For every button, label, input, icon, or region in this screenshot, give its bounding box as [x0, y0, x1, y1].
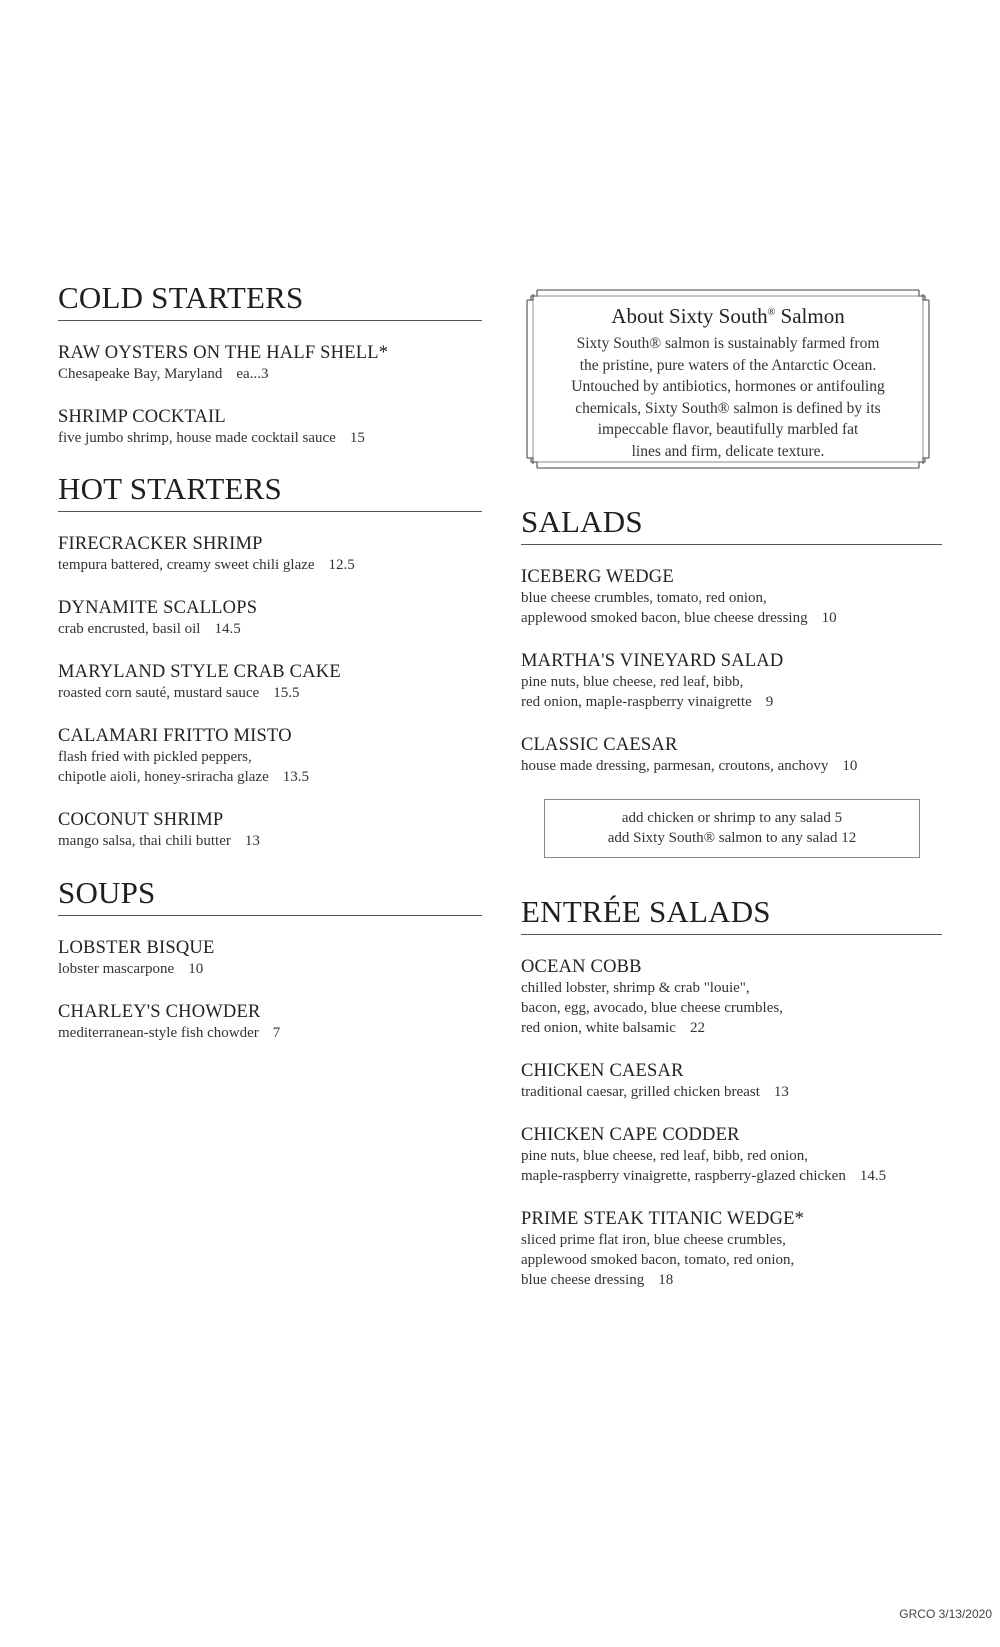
left-column — [58, 280, 482, 1066]
item-desc: house made dressing, parmesan, croutons, anchovy 10 — [521, 758, 858, 774]
item-price: 10 — [188, 961, 204, 977]
menu-item — [521, 957, 942, 1038]
item-desc: five jumbo shrimp, house made cocktail sauce 15 — [58, 430, 365, 446]
item-desc-line: blue cheese crumbles, tomato, red onion, — [521, 590, 767, 606]
menu-item — [521, 1209, 942, 1290]
menu-item — [58, 598, 482, 639]
item-desc: red onion, maple-raspberry vinaigrette 9 — [521, 694, 774, 710]
item-name: DYNAMITE SCALLOPS — [58, 598, 258, 618]
item-name: CHICKEN CAPE CODDER — [521, 1125, 740, 1145]
item-desc: blue cheese dressing 18 — [521, 1272, 674, 1288]
menu-item — [58, 343, 482, 384]
item-price: 22 — [689, 1020, 705, 1036]
about-salmon-box — [523, 286, 933, 460]
item-name: PRIME STEAK TITANIC WEDGE* — [521, 1209, 805, 1229]
menu-item — [58, 1002, 482, 1043]
menu-item — [58, 938, 482, 979]
item-desc: red onion, white balsamic 22 — [521, 1020, 705, 1036]
item-desc: chipotle aioli, honey-sriracha glaze 13.5 — [58, 769, 309, 785]
section-cold-starters — [58, 280, 482, 448]
section-hot-starters — [58, 471, 482, 851]
menu-item — [58, 726, 482, 787]
item-price: 13 — [244, 833, 260, 849]
item-price: ea...3 — [236, 366, 269, 382]
item-price: 12.5 — [328, 557, 355, 573]
section-title: ENTRÉE SALADS — [521, 894, 942, 935]
item-price: 7 — [272, 1025, 281, 1041]
item-desc-line: pine nuts, blue cheese, red leaf, bibb, — [521, 674, 744, 690]
item-price: 9 — [765, 694, 774, 710]
item-name: OCEAN COBB — [521, 957, 642, 977]
addon-line: add Sixty South® salmon to any salad 12 — [607, 830, 857, 846]
item-price: 10 — [821, 610, 837, 626]
item-price: 14.5 — [859, 1168, 887, 1184]
item-name: CHICKEN CAESAR — [521, 1061, 684, 1081]
item-name: FIRECRACKER SHRIMP — [58, 534, 263, 554]
item-name: COCONUT SHRIMP — [58, 810, 224, 830]
right-column — [521, 280, 942, 1313]
menu-item — [521, 1125, 942, 1186]
menu-item — [521, 735, 942, 776]
section-title: SALADS — [521, 504, 942, 545]
item-desc-line: pine nuts, blue cheese, red leaf, bibb, red onion, — [521, 1148, 808, 1164]
item-name: MARYLAND STYLE CRAB CAKE — [58, 662, 341, 682]
item-desc: applewood smoked bacon, blue cheese dressing 10 — [521, 610, 837, 626]
item-desc: lobster mascarpone 10 — [58, 961, 204, 977]
section-soups — [58, 875, 482, 1043]
about-title: About Sixty South® Salmon — [611, 304, 845, 328]
item-desc: mediterranean-style fish chowder 7 — [58, 1025, 281, 1041]
item-desc-line: bacon, egg, avocado, blue cheese crumbles, — [521, 1000, 783, 1016]
item-price: 13 — [773, 1084, 789, 1100]
item-price: 14.5 — [214, 621, 241, 637]
menu-item — [521, 567, 942, 628]
item-name: ICEBERG WEDGE — [521, 567, 674, 587]
section-entree-salads — [521, 894, 942, 1290]
item-desc: maple-raspberry vinaigrette, raspberry-glazed chicken 14.5 — [521, 1168, 887, 1184]
item-desc-line: applewood smoked bacon, tomato, red onion, — [521, 1252, 795, 1268]
item-desc-line: flash fried with pickled peppers, — [58, 749, 252, 765]
item-desc: tempura battered, creamy sweet chili glaze 12.5 — [58, 557, 355, 573]
item-price: 15 — [349, 430, 365, 446]
menu-item — [521, 1061, 942, 1102]
item-name: LOBSTER BISQUE — [58, 938, 215, 958]
menu-item — [58, 534, 482, 575]
menu-item — [521, 651, 942, 712]
menu-item — [58, 407, 482, 448]
item-desc: mango salsa, thai chili butter 13 — [58, 833, 260, 849]
addon-line: add chicken or shrimp to any salad 5 — [621, 810, 843, 826]
item-desc: roasted corn sauté, mustard sauce 15.5 — [58, 685, 300, 701]
item-desc-line: chilled lobster, shrimp & crab "louie", — [521, 980, 750, 996]
section-title: HOT STARTERS — [58, 471, 482, 512]
item-desc: traditional caesar, grilled chicken breast 13 — [521, 1084, 789, 1100]
item-name: MARTHA'S VINEYARD SALAD — [521, 651, 784, 671]
footer-code: GRCO 3/13/2020 — [899, 1607, 992, 1621]
item-desc-line: sliced prime flat iron, blue cheese crumbles, — [521, 1232, 786, 1248]
item-name: CALAMARI FRITTO MISTO — [58, 726, 292, 746]
item-name: SHRIMP COCKTAIL — [58, 407, 226, 427]
section-title: SOUPS — [58, 875, 482, 916]
salad-addons-box — [544, 799, 920, 858]
menu-item — [58, 662, 482, 703]
item-price: 15.5 — [273, 685, 300, 701]
item-name: RAW OYSTERS ON THE HALF SHELL* — [58, 343, 389, 363]
about-text: Sixty South® salmon is sustainably farmed from the pristine, pure waters of the Antarctic Ocean. Untouched by antibiotics, hormones or antifouling chemicals, Sixty South® salmon is defined by its impeccable flavor, beautifully marbled fat lines and firm, delicate texture. — [571, 335, 885, 460]
section-salads — [521, 504, 942, 858]
item-desc: crab encrusted, basil oil 14.5 — [58, 621, 241, 637]
section-title: COLD STARTERS — [58, 280, 482, 321]
item-price: 13.5 — [282, 769, 309, 785]
menu-item — [58, 810, 482, 851]
item-price: 10 — [842, 758, 858, 774]
item-price: 18 — [658, 1272, 674, 1288]
item-desc: Chesapeake Bay, Maryland ea...3 — [58, 366, 269, 382]
item-name: CHARLEY'S CHOWDER — [58, 1002, 261, 1022]
item-name: CLASSIC CAESAR — [521, 735, 678, 755]
